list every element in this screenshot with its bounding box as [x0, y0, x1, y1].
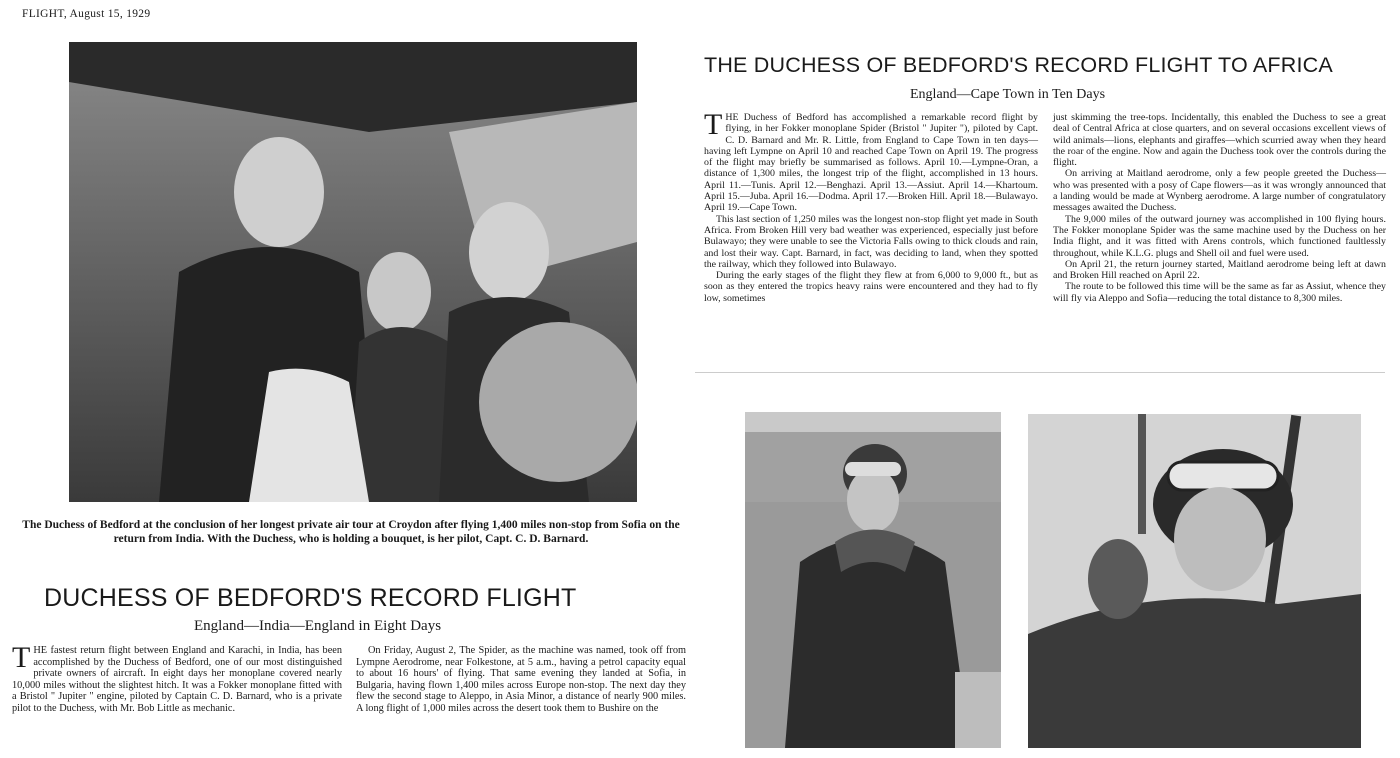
portrait-cockpit-photo [1028, 414, 1361, 748]
africa-col2-p4: On April 21, the return journey started, Maitland aerodrome being left at dawn and Broken Hill reached on April 22. [1053, 258, 1386, 282]
africa-col1-p2: This last section of 1,250 miles was the longest non-stop flight yet made in South Africa. From Broken Hill very bad weather was experienced, especially just before Bulawayo; they were unable to see the Victoria Falls owing to thick clouds and rain, and lost their way. Capt. Barnard, in fact, was deciding to land, when they spotted the railway, which they followed into Bulawayo. [704, 213, 1038, 270]
india-article-column-1 [12, 641, 342, 715]
africa-col2-p5: The route to be followed this time will be the same as far as Assiut, whence they will fly via Aleppo and Sofia—reducing the total distance to 8,300 miles. [1053, 281, 1386, 304]
india-article-title: DUCHESS OF BEDFORD'S RECORD FLIGHT [44, 584, 577, 612]
africa-col2-p2: On arriving at Maitland aerodrome, only a few people greeted the Duchess—who was presented with a posy of Cape flowers—as it was wrongly announced that a landing would be made at Wynberg aerodrome. A large number of congratulatory messages awaited the Duchess. [1053, 168, 1386, 214]
main-photo-caption: The Duchess of Bedford at the conclusion of her longest private air tour at Croydon after flying 1,400 miles non-stop from Sofia on the return from India. With the Duchess, who is holding a bouquet, is her pilot, Capt. C. D. Barnard. [22, 519, 680, 545]
africa-article-subtitle: England—Cape Town in Ten Days [910, 87, 1106, 102]
india-article-subtitle: England—India—England in Eight Days [194, 618, 442, 634]
africa-article-column-2 [1053, 112, 1386, 304]
portrait-standing-image [745, 412, 1001, 748]
africa-col2-p3: The 9,000 miles of the outward journey was accomplished in 100 flying hours. The Fokker monoplane Spider was the same machine used by the Duchess on her India flight, and it was fitted with Arens controls, which functioned faultlessly throughout, while K.L.G. plugs and Shell oil and fuel were used. [1053, 213, 1386, 259]
portrait-standing-photo [745, 412, 1001, 748]
running-head: FLIGHT, August 15, 1929 [22, 8, 151, 20]
main-photo-image [69, 42, 637, 502]
india-dropcap: T [12, 641, 31, 674]
main-photo [69, 42, 637, 502]
india-article-column-2 [356, 645, 686, 715]
africa-article-title: THE DUCHESS OF BEDFORD'S RECORD FLIGHT TO AFRICA [704, 53, 1333, 77]
africa-col1-p1: HE Duchess of Bedford has accomplished a remarkable record flight by flying, in her Fokker monoplane Spider (Bristol " Jupiter "), piloted by Capt. C. D. Barnard and Mr. R. Little, from England to Cape Town in ten days—having left Lympne on April 10 and reached Cape Town on April 19. The progress of the flight may briefly be summarised as follows. April 10.—Lympne-Oran, a distance of 1,300 miles, the longest trip of the flight, accomplished in 13 hours. April 11.—Tunis. April 12.—Benghazi. April 13.—Assiut. April 14.—Khartoum. April 15.—Juba. April 16.—Dodma. April 17.—Broken Hill. April 18.—Bulawayo. April 19.—Cape Town. [704, 112, 1038, 214]
top-right-rule [695, 372, 1385, 373]
africa-article-column-1 [704, 108, 1038, 304]
portrait-cockpit-image [1028, 414, 1361, 748]
africa-col2-p1: just skimming the tree-tops. Incidentally, this enabled the Duchess to see a great deal of Central Africa at close quarters, and on several occasions excellent views of wild animals—lions, elephants and giraffes—which scurried away when they heard the roar of the engine. Now and again the Duchess took over the controls during the flight. [1053, 112, 1386, 169]
africa-col1-p3: During the early stages of the flight they flew at from 6,000 to 9,000 ft., but as soon as they entered the tropics heavy rains were encountered and they had to fly low, sometimes [704, 270, 1038, 304]
africa-dropcap: T [704, 108, 723, 141]
india-col1-text: HE fastest return flight between England and Karachi, in India, has been accomplished by the Duchess of Bedford, one of our most distinguished private owners of aircraft. In eight days her monoplane covered nearly 10,000 miles without the slightest hitch. It was a Fokker monoplane fitted with a Bristol " Jupiter " engine, piloted by Captain C. D. Barnard, who is a private pilot to the Duchess, with Mr. Bob Little as mechanic. [12, 645, 342, 714]
india-col2-text: On Friday, August 2, The Spider, as the machine was named, took off from Lympne Aerodrome, near Folkestone, at 5 a.m., having a petrol capacity equal to about 16 hours' of flying. That same evening they landed at Sofia, in Bulgaria, having flown 1,400 miles across Europe non-stop. The next day they flew the second stage to Aleppo, in Asia Minor, a distance of nearly 900 miles. A long flight of 1,000 miles across the desert took them to Bushire on the [356, 645, 686, 714]
